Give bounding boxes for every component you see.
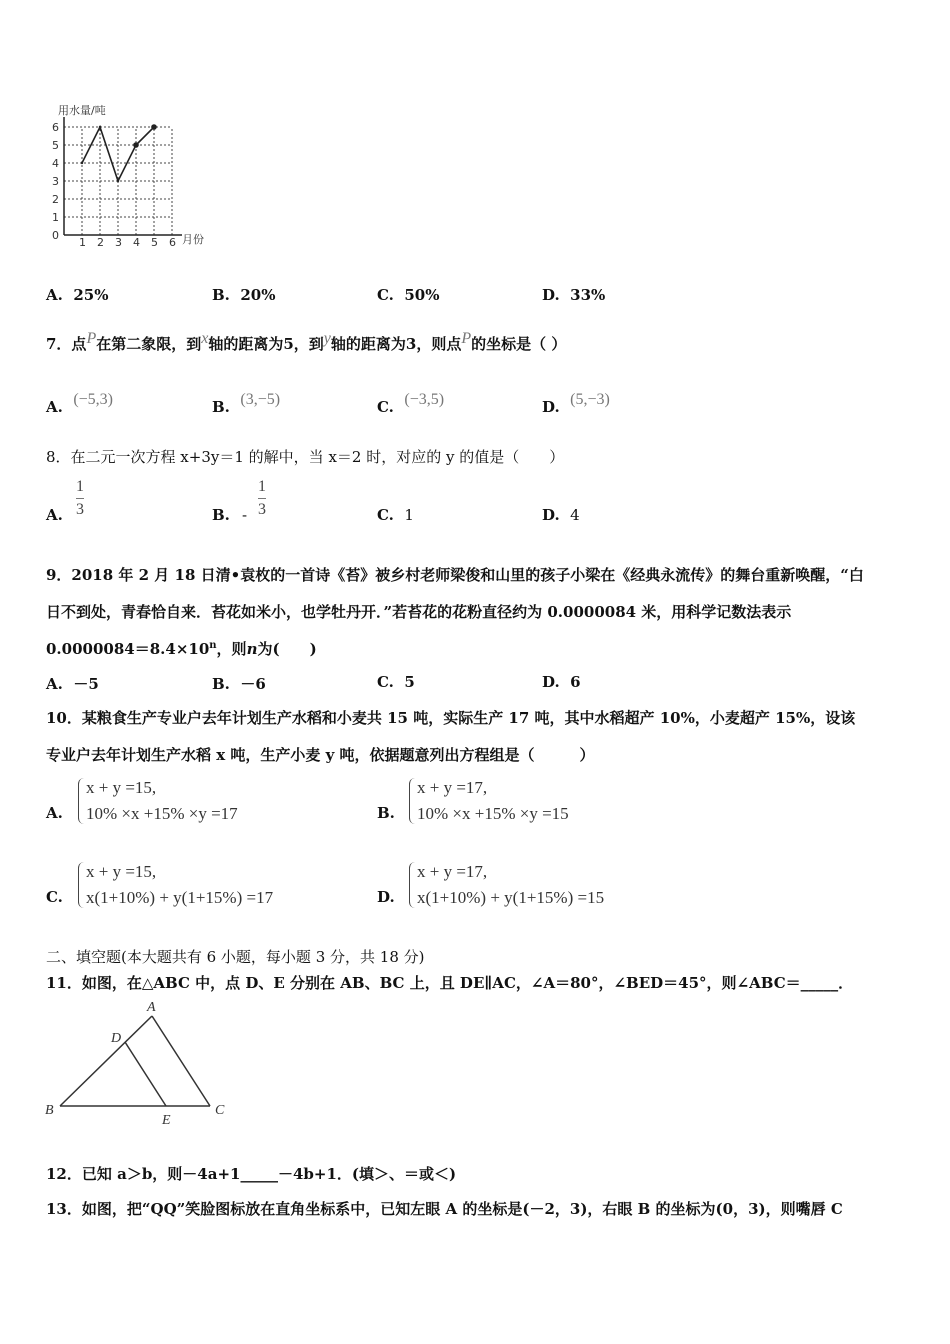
q9-option-a[interactable]: A. －5 bbox=[46, 675, 99, 693]
option-value: 50% bbox=[404, 286, 440, 304]
q10-option-b-label[interactable]: B. bbox=[377, 804, 395, 822]
q12-stem: 12．已知 a＞b，则－4a+1_____－4b+1．(填＞、＝或＜) bbox=[46, 1165, 457, 1183]
q13-stem: 13．如图，把“QQ”笑脸图标放在直角坐标系中，已知左眼 A 的坐标是(－2，3)，右眼 B 的坐标为(0，3)，则嘴唇 C bbox=[46, 1200, 843, 1218]
label-c: C bbox=[215, 1103, 225, 1118]
x-tick-label: 3 bbox=[115, 236, 122, 249]
x-tick-label: 2 bbox=[97, 236, 104, 249]
label-e: E bbox=[162, 1113, 171, 1128]
option-value: 25% bbox=[73, 286, 109, 304]
q10-option-a-label[interactable]: A. bbox=[46, 804, 63, 822]
data-point bbox=[133, 142, 139, 148]
q9-option-b[interactable]: B. －6 bbox=[212, 675, 266, 693]
chart-tick-labels bbox=[52, 121, 176, 249]
segment-ba bbox=[60, 1016, 152, 1106]
y-tick-label: 6 bbox=[52, 121, 59, 134]
x-tick-label: 1 bbox=[79, 236, 86, 249]
q8-option-c[interactable]: C. 1 bbox=[377, 506, 414, 524]
q8-option-d[interactable]: D. 4 bbox=[542, 506, 580, 524]
y-tick-label: 2 bbox=[52, 193, 59, 206]
triangle-figure bbox=[40, 996, 240, 1131]
q9-option-c[interactable]: C. 5 bbox=[377, 673, 415, 691]
q10-option-c-label[interactable]: C. bbox=[46, 888, 63, 906]
q10-line-2: 专业户去年计划生产水稻 x 吨，生产小麦 y 吨，依据题意列出方程组是（ ） bbox=[46, 746, 595, 764]
chart-ylabel: 用水量/吨 bbox=[58, 104, 106, 117]
y-tick-label: 0 bbox=[52, 229, 59, 242]
q9-line-2: 日不到处，青春恰自来．苔花如米小，也学牡丹开．”若苔花的花粉直径约为 0.0000084 米，用科学记数法表示 bbox=[46, 603, 792, 621]
segment-de bbox=[125, 1042, 166, 1106]
x-tick-label: 5 bbox=[151, 236, 158, 249]
q9-line-1: 9．2018 年 2 月 18 日清•袁枚的一首诗《苔》被乡村老师梁俊和山里的孩子小梁在《经典永流传》的舞台重新唤醒，“白 bbox=[46, 566, 864, 584]
option-label: A. bbox=[46, 286, 63, 304]
chart-xlabel: 月份 bbox=[182, 233, 204, 246]
x-tick-label: 4 bbox=[133, 236, 140, 249]
label-d: D bbox=[111, 1031, 122, 1046]
label-b: B bbox=[45, 1103, 54, 1118]
q6-option-b[interactable] bbox=[212, 286, 276, 304]
q7-option-d[interactable]: D. (5,−3) bbox=[542, 391, 610, 416]
q9-option-d[interactable]: D. 6 bbox=[542, 673, 581, 691]
q10-line-1: 10．某粮食生产专业户去年计划生产水稻和小麦共 15 吨，实际生产 17 吨，其中水稻超产 10%，小麦超产 15%，设该 bbox=[46, 709, 856, 727]
q8-option-b[interactable]: B. - 1 3 bbox=[212, 478, 266, 524]
q7-option-a[interactable]: A. (−5,3) bbox=[46, 391, 114, 416]
y-tick-label: 4 bbox=[52, 157, 59, 170]
segment-ac bbox=[152, 1016, 210, 1106]
q11-stem: 11．如图，在△ABC 中，点 D、E 分别在 AB、BC 上，且 DE∥AC，∠A＝80°，∠BED＝45°，则∠ABC＝_____． bbox=[46, 974, 854, 992]
y-tick-label: 3 bbox=[52, 175, 59, 188]
x-tick-label: 6 bbox=[169, 236, 176, 249]
q9-line-3: $0.0000084=8.4\times 10^n$，则n为( ) bbox=[46, 640, 317, 658]
q7-stem: 7．点P在第二象限，到x轴的距离为5，到y轴的距离为3，则点P的坐标是（ ） bbox=[46, 330, 567, 353]
q7-option-c[interactable]: C. (−3,5) bbox=[377, 391, 445, 416]
q6-option-c[interactable] bbox=[377, 286, 440, 304]
q6-option-a[interactable] bbox=[46, 286, 108, 304]
q8-stem: 8．在二元一次方程 x+3y＝1 的解中，当 x＝2 时，对应的 y 的值是（ ） bbox=[46, 448, 565, 466]
q7-option-b[interactable]: B. (3,−5) bbox=[212, 391, 281, 416]
data-point bbox=[117, 180, 119, 182]
option-value: 33% bbox=[570, 286, 606, 304]
y-tick-label: 1 bbox=[52, 211, 59, 224]
data-point bbox=[151, 124, 157, 130]
option-label: C. bbox=[377, 286, 394, 304]
y-tick-label: 5 bbox=[52, 139, 59, 152]
label-a: A bbox=[147, 1000, 156, 1015]
data-point bbox=[81, 162, 83, 164]
chart-marks bbox=[81, 124, 157, 182]
option-value: 20% bbox=[240, 286, 276, 304]
option-label: D. bbox=[542, 286, 560, 304]
data-point bbox=[99, 126, 101, 128]
q8-option-a[interactable]: A. 1 3 bbox=[46, 478, 84, 524]
q6-option-d[interactable] bbox=[542, 286, 605, 304]
water-usage-chart bbox=[40, 100, 220, 250]
q10-option-d-label[interactable]: D. bbox=[377, 888, 395, 906]
section-2-title: 二、填空题(本大题共有 6 小题，每小题 3 分，共 18 分) bbox=[46, 948, 425, 966]
option-label: B. bbox=[212, 286, 230, 304]
